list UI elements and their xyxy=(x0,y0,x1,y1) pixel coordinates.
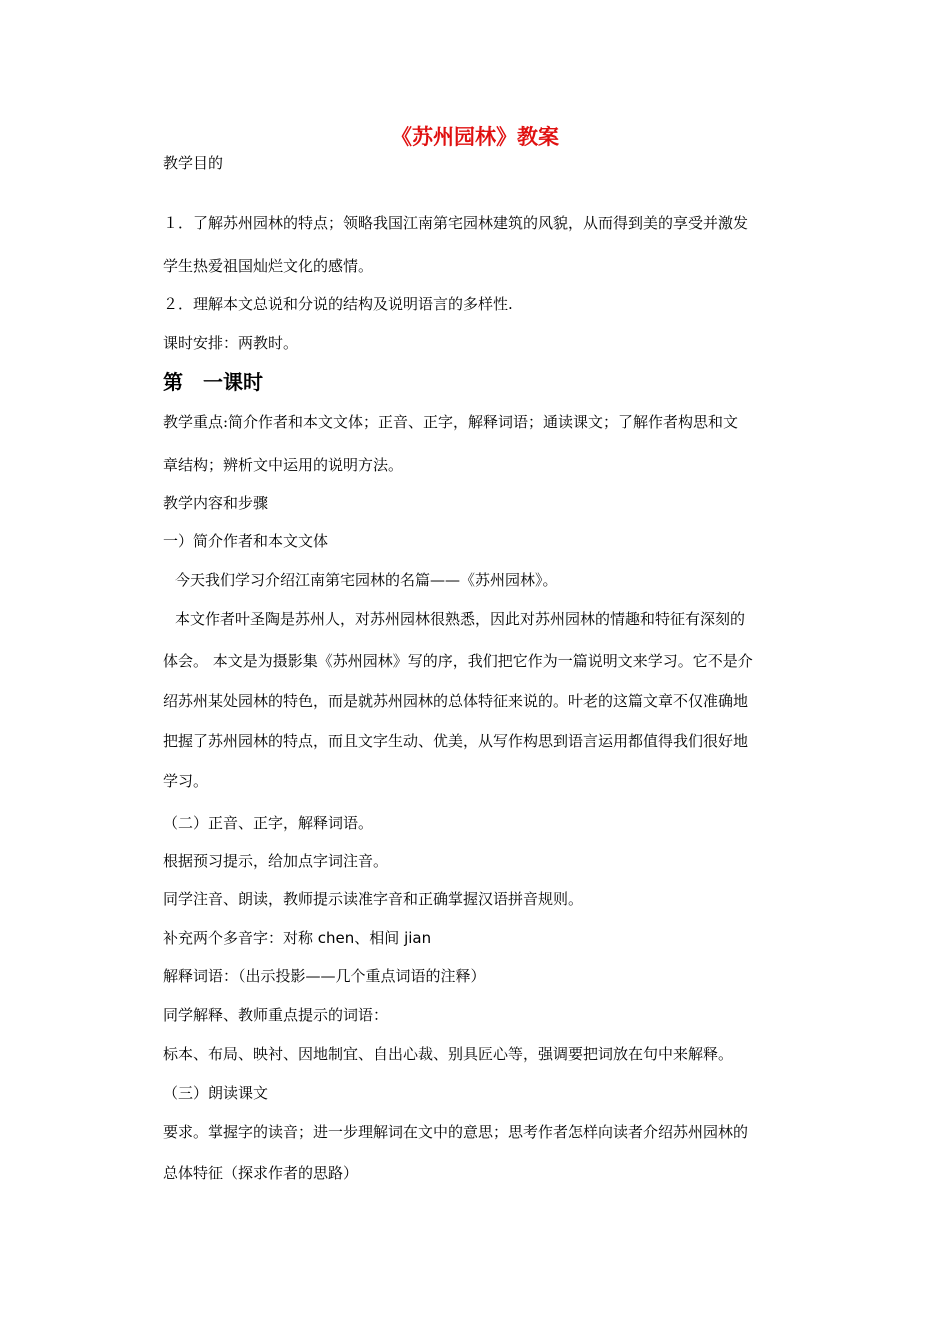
focus-line-1: 教学重点:简介作者和本文文体；正音、正字，解释词语；通读课文；了解作者构思和文 xyxy=(163,413,739,431)
section-1-heading: 一）简介作者和本文文体 xyxy=(163,532,329,550)
polyphone-prefix: 补充两个多音字：对称 xyxy=(163,929,318,947)
section-3-paragraph-1-line-2: 总体特征（探求作者的思路） xyxy=(163,1164,359,1182)
section-2-paragraph-1: 根据预习提示，给加点字词注音。 xyxy=(163,852,389,870)
document-title: 《苏州园林》教案 xyxy=(391,125,559,149)
pinyin-jian: jian xyxy=(404,929,432,947)
section-2-heading: （二）正音、正字，解释词语。 xyxy=(163,814,374,832)
section-3-heading: （三）朗读课文 xyxy=(163,1084,269,1102)
objectives-label: 教学目的 xyxy=(163,154,224,172)
lesson-heading: 第 一课时 xyxy=(163,370,263,394)
pinyin-chen: chen xyxy=(317,929,355,947)
section-2-paragraph-2: 同学注音、朗读，教师提示读准字音和正确掌握汉语拼音规则。 xyxy=(163,890,584,908)
polyphone-middle: 、相间 xyxy=(354,929,405,947)
section-1-paragraph-2-line-2: 体会。 本文是为摄影集《苏州园林》写的序，我们把它作为一篇说明文来学习。它不是介 xyxy=(163,652,753,670)
section-2-paragraph-5: 同学解释、教师重点提示的词语： xyxy=(163,1006,389,1024)
steps-label: 教学内容和步骤 xyxy=(163,494,269,512)
section-1-paragraph-1: 今天我们学习介绍江南第宅园林的名篇——《苏州园林》。 xyxy=(175,571,558,589)
schedule-text: 课时安排：两教时。 xyxy=(163,334,299,352)
focus-line-2: 章结构；辨析文中运用的说明方法。 xyxy=(163,456,404,474)
section-1-paragraph-2-line-4: 把握了苏州园林的特点，而且文字生动、优美，从写作构思到语言运用都值得我们很好地 xyxy=(163,732,749,750)
section-2-paragraph-4: 解释词语：（出示投影——几个重点词语的注释） xyxy=(163,967,486,985)
section-1-paragraph-2-line-3: 绍苏州某处园林的特色，而是就苏州园林的总体特征来说的。叶老的这篇文章不仅准确地 xyxy=(163,692,749,710)
section-1-paragraph-2-line-5: 学习。 xyxy=(163,772,209,790)
section-1-paragraph-2-line-1: 本文作者叶圣陶是苏州人，对苏州园林很熟悉，因此对苏州园林的情趣和特征有深刻的 xyxy=(175,610,746,628)
section-3-paragraph-1-line-1: 要求。掌握字的读音；进一步理解词在文中的意思；思考作者怎样向读者介绍苏州园林的 xyxy=(163,1123,749,1141)
objective-1-line-1: １．了解苏州园林的特点；领略我国江南第宅园林建筑的风貌，从而得到美的享受并激发 xyxy=(163,214,749,232)
objective-1-line-2: 学生热爱祖国灿烂文化的感情。 xyxy=(163,257,374,275)
section-2-paragraph-3 xyxy=(163,928,803,948)
section-2-paragraph-6: 标本、布局、映衬、因地制宜、自出心裁、别具匠心等，强调要把词放在句中来解释。 xyxy=(163,1045,734,1063)
objective-2: ２．理解本文总说和分说的结构及说明语言的多样性. xyxy=(163,295,513,313)
